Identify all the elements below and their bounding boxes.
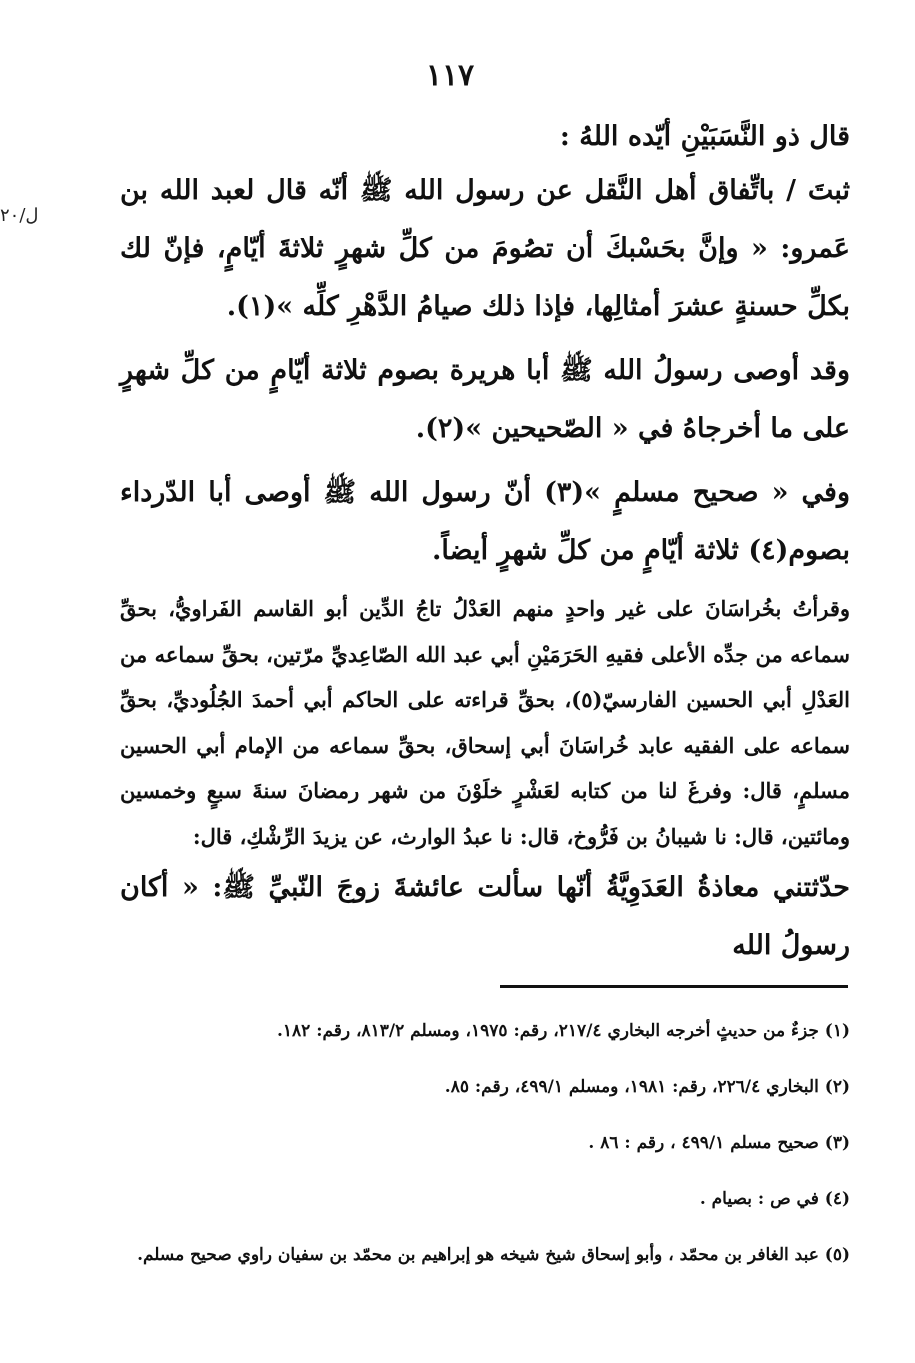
paragraph-3: وفي « صحيح مسلمٍ »(٣) أنّ رسول الله ﷺ أوصى أبا الدّرداء بصوم(٤) ثلاثة أيّامٍ من كلِّ شهرٍ أيضاً.: [120, 477, 851, 566]
footnotes: [100, 1003, 850, 1283]
footnote-1: (١) جزءٌ من حديثٍ أخرجه البخاري ٢١٧/٤، رقم: ١٩٧٥، ومسلم ٨١٣/٢، رقم: ١٨٢.: [276, 1021, 850, 1041]
page-number: ١١٧: [425, 58, 475, 93]
footnote-3: (٣) صحيح مسلم ٤٩٩/١ ، رقم : ٨٦ .: [588, 1133, 850, 1153]
footnote-4: (٤) في ص : بصيام .: [699, 1189, 850, 1209]
footnote-separator: [500, 985, 848, 988]
footnote-5: (٥) عبد الغافر بن محمّد ، وأبو إسحاق شيخ شيخه هو إبراهيم بن محمّد بن سفيان راوي صحيح مسلم.: [137, 1245, 850, 1265]
paragraph-1: ثبتَ / باتِّفاق أهل النَّقل عن رسول الله ﷺ أنّه قال لعبد الله بن عَمرو: « وإنَّ بحَسْبكَ أن تصُومَ من كلِّ شهرٍ ثلاثةَ أيّامٍ، فإنّ لك بكلِّ حسنةٍ عشرَ أمثالِها، فإذا ذلك صيامُ الدَّهْرِ كلِّه »(١).: [120, 175, 850, 322]
margin-note: ل/٢٠: [0, 205, 39, 226]
footnote-2: (٢) البخاري ٢٢٦/٤، رقم: ١٩٨١، ومسلم ٤٩٩/١، رقم: ٨٥.: [444, 1077, 850, 1097]
main-text: [120, 112, 850, 975]
heading: قال ذو النَّسَبَيْنِ أيّده اللهُ :: [559, 121, 850, 152]
paragraph-2: وقد أوصى رسولُ الله ﷺ أبا هريرة بصوم ثلاثة أيّامٍ من كلِّ شهرٍ على ما أخرجاهُ في « الصّحيحين »(٢).: [120, 355, 850, 444]
final-line: حدّثتني معاذةُ العَدَوِيَّةُ أنّها سألت عائشةَ زوجَ النّبيِّ ﷺ: « أكان رسولُ الله: [120, 872, 850, 961]
isnad-paragraph: وقرأتُ بخُراسَانَ على غير واحدٍ منهم العَدْلُ تاجُ الدِّين أبو القاسم الفَراويُّ، بحقِّ سماعه من جدِّه الأعلى فقيهِ الحَرَمَيْنِ أبي عبد الله الصّاعِديِّ مرّتين، بحقِّ سماعه من العَدْلِ أبي الحسين الفارسيّ(٥)، بحقِّ قراءته على الحاكم أبي أحمدَ الجُلُوديِّ، بحقِّ سماعه على الفقيه عابد خُراسَانَ أبي إسحاق، بحقِّ سماعه من الإمام أبي الحسين مسلمٍ، قال: وفرغَ لنا من كتابه لعَشْرٍ خلَوْنَ من شهر رمضانَ سنةَ سبعٍ وخمسين ومائتين، قال: نا شيبانُ بن فَرُّوخ، قال: نا عبدُ الوارث، عن يزيدَ الرِّشْكِ، قال:: [120, 596, 850, 849]
